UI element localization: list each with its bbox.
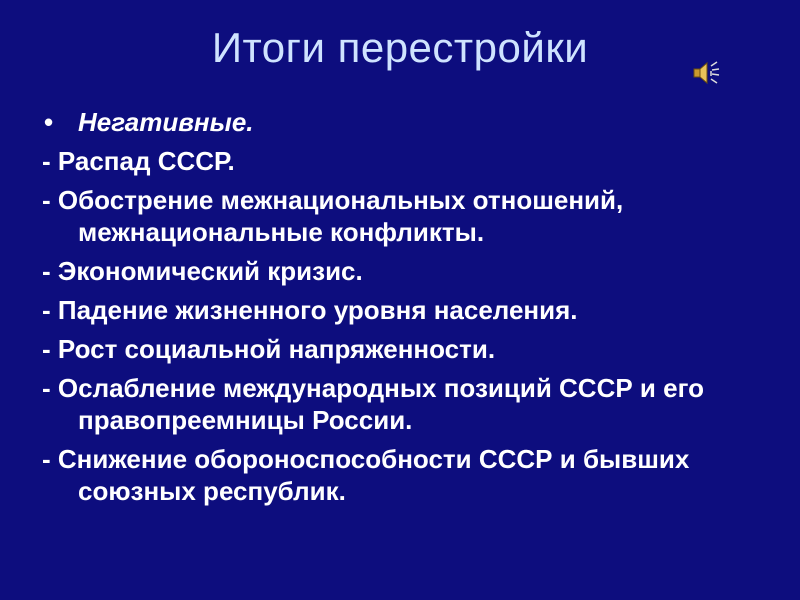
bullet-icon: • [44, 107, 54, 137]
section-heading [42, 106, 762, 138]
heading-text: Негативные. [78, 107, 254, 137]
speaker-sound-icon[interactable] [690, 58, 722, 88]
list-item-7: - Снижение обороноспособности СССР и бывших союзных республик. [42, 444, 690, 506]
list-item-2: - Обострение межнациональных отношений, межнациональные конфликты. [42, 185, 624, 247]
list-item-6: - Ослабление международных позиций СССР и его правопреемницы России. [42, 373, 704, 435]
list-item-4: - Падение жизненного уровня населения. [42, 295, 578, 325]
list-item-5: - Рост социальной напряженности. [42, 334, 496, 364]
list-item-3: - Экономический кризис. [42, 256, 363, 286]
slide-title: Итоги перестройки [211, 24, 589, 71]
list-item-1: - Распад СССР. [42, 146, 235, 176]
slide-content [42, 106, 762, 514]
